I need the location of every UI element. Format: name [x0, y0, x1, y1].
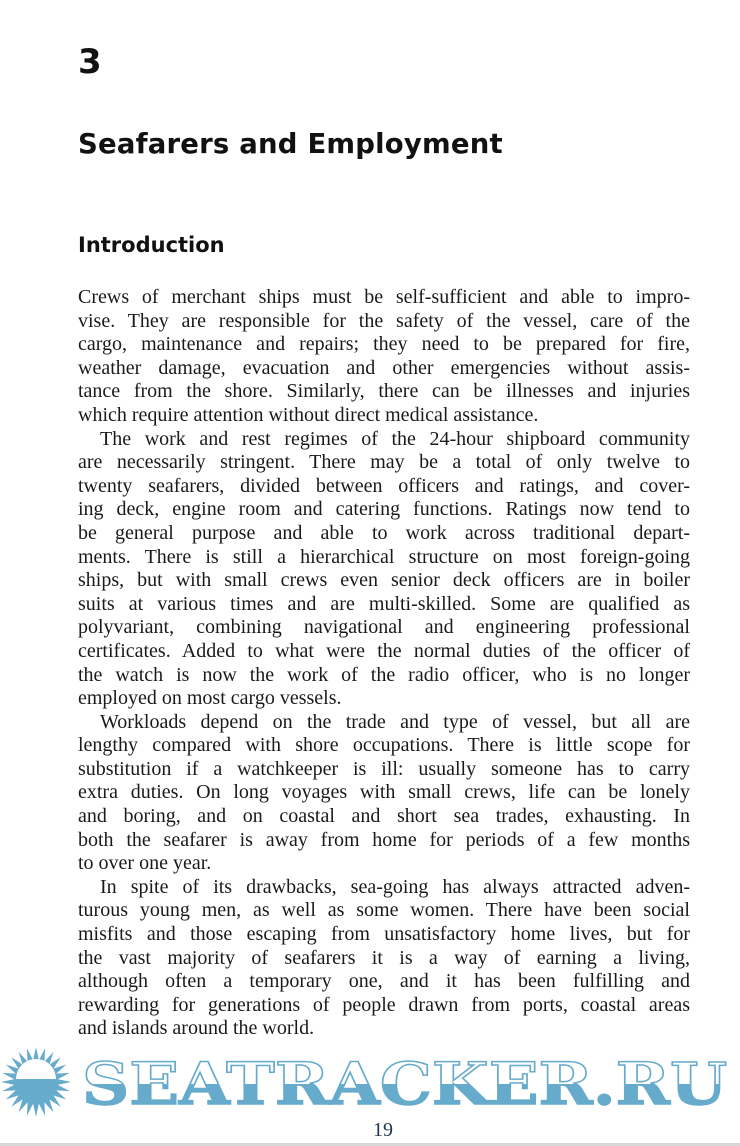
sun-rays: [1, 1047, 71, 1117]
text-line: tance from the shore. Similarly, there can be illnesses and injuries: [78, 380, 690, 403]
text-line: The work and rest regimes of the 24-hour shipboard community: [100, 427, 690, 450]
text-line: twenty seafarers, divided between officers and ratings, and cover-: [78, 474, 690, 497]
text-line: weather damage, evacuation and other emergencies without assis-: [78, 356, 690, 379]
text-line: and boring, and on coastal and short sea trades, exhausting. In: [78, 805, 690, 828]
paragraph: [78, 711, 690, 876]
paragraph: [78, 286, 690, 428]
text-line: both the seafarer is away from home for periods of a few months: [78, 828, 690, 851]
text-line: polyvariant, combining navigational and engineering professional: [78, 616, 690, 639]
text-line: extra duties. On long voyages with small crews, life can be lonely: [78, 781, 690, 804]
text-line: ing deck, engine room and catering functions. Ratings now tend to: [78, 498, 690, 521]
text-line: substitution if a watchkeeper is ill: usually someone has to carry: [78, 757, 690, 780]
paragraph: [78, 876, 690, 1041]
chapter-number: 3: [78, 42, 102, 82]
sun-icon: [1, 1047, 71, 1117]
text-line: and islands around the world.: [78, 1017, 315, 1040]
text-line: to over one year.: [78, 852, 212, 875]
text-line: are necessarily stringent. There may be a total of only twelve to: [78, 451, 690, 474]
chapter-title: Seafarers and Employment: [78, 128, 503, 160]
text-line: Workloads depend on the trade and type of vessel, but all are: [100, 710, 690, 733]
body-text: [78, 286, 690, 1041]
text-line: employed on most cargo vessels.: [78, 687, 342, 710]
text-line: Crews of merchant ships must be self-sufficient and able to impro-: [78, 286, 690, 308]
text-line: vise. They are responsible for the safety of the vessel, care of the: [78, 309, 690, 332]
paragraph: [78, 428, 690, 711]
text-line: certificates. Added to what were the normal duties of the officer of: [78, 639, 690, 662]
text-line: rewarding for generations of people drawn from ports, coastal areas: [78, 993, 690, 1016]
text-line: ships, but with small crews even senior deck officers are in boiler: [78, 569, 690, 592]
page-number: 19: [373, 1119, 393, 1141]
text-line: which require attention without direct medical assistance.: [78, 403, 539, 426]
text-line: cargo, maintenance and repairs; they need to be prepared for fire,: [78, 333, 690, 356]
text-line: although often a temporary one, and it has been fulfilling and: [78, 970, 690, 993]
text-line: lengthy compared with shore occupations. There is little scope for: [78, 734, 690, 757]
text-line: be general purpose and able to work across traditional depart-: [78, 521, 690, 544]
text-line: the vast majority of seafarers it is a way of earning a living,: [78, 946, 690, 969]
section-heading: Introduction: [78, 233, 225, 257]
watermark-logo: [0, 1046, 740, 1118]
watermark-text: SEATRACKER.RU: [82, 1050, 727, 1118]
text-line: ments. There is still a hierarchical structure on most foreign-going: [78, 545, 690, 568]
text-line: turous young men, as well as some women. There have been social: [78, 899, 690, 922]
text-line: suits at various times and are multi-skilled. Some are qualified as: [78, 592, 690, 615]
text-line: the watch is now the work of the radio officer, who is no longer: [78, 663, 690, 686]
text-line: misfits and those escaping from unsatisfactory home lives, but for: [78, 923, 690, 946]
text-line: In spite of its drawbacks, sea-going has always attracted adven-: [100, 875, 690, 898]
